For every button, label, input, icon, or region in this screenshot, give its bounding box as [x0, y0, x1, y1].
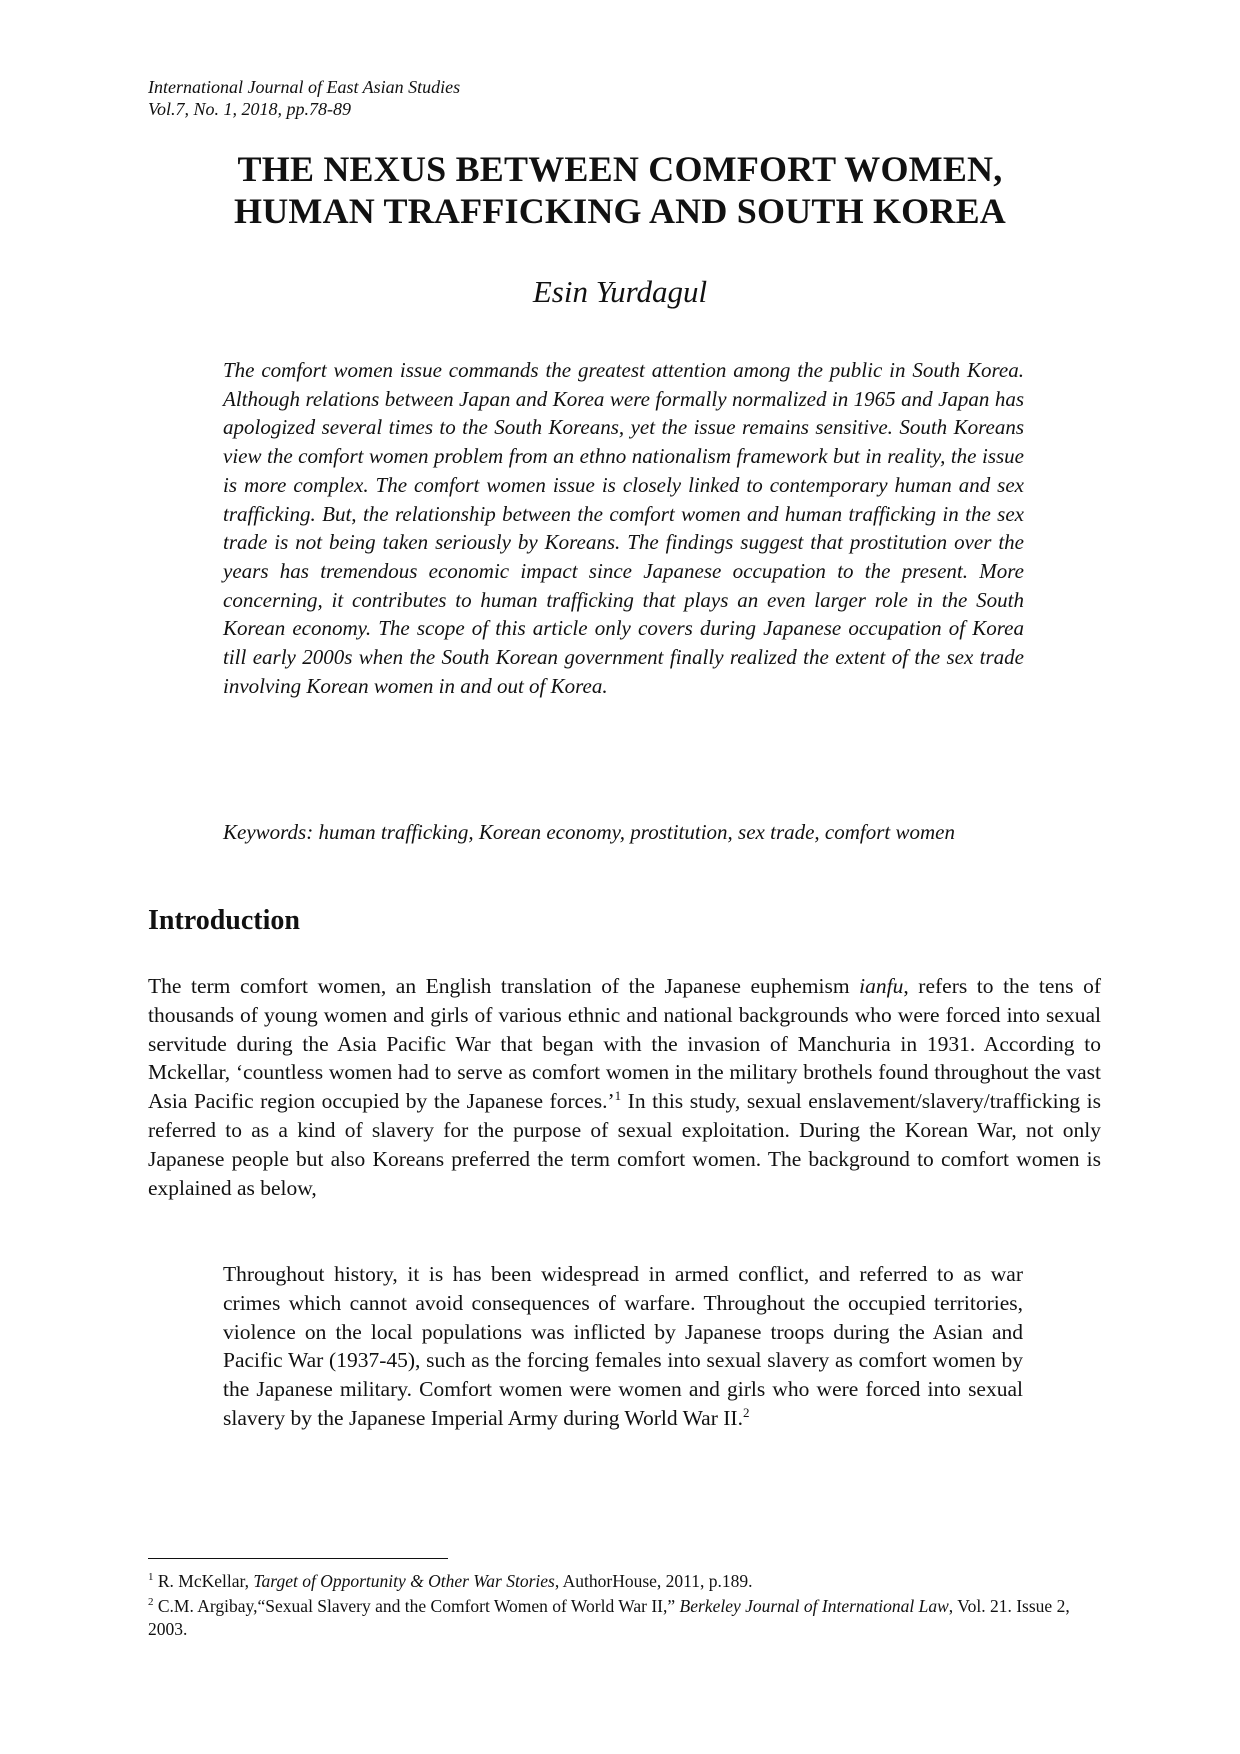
- footnote-number: 2: [148, 1596, 154, 1609]
- footnote-text: C.M. Argibay,“Sexual Slavery and the Comfort Women of World War II,”: [153, 1596, 680, 1616]
- journal-header: [148, 76, 460, 120]
- intro-term: ianfu: [859, 974, 904, 998]
- quote-text: Throughout history, it is has been widespread in armed conflict, and referred to as war crimes which cannot avoid consequences of warfare. Throughout the occupied territories, violence on the local populations was inflicted by Japanese troops during the Asian and Pacific War (1937-45), such as the forcing females into sexual slavery as comfort women by the Japanese military. Comfort women were women and girls who were forced into sexual slavery by the Japanese Imperial Army during World War II.: [223, 1262, 1023, 1430]
- footnote-title: Berkeley Journal of International Law: [679, 1596, 949, 1616]
- footnote-1: [148, 1570, 1101, 1593]
- footnote-text: , Vol. 21. Issue 2, 2003.: [148, 1596, 1070, 1639]
- footnote-text: R. McKellar,: [153, 1571, 254, 1591]
- article-title: [150, 148, 1090, 232]
- author-name: Esin Yurdagul: [532, 274, 708, 309]
- footnote-divider: [148, 1558, 448, 1559]
- footnote-ref-1[interactable]: 1: [614, 1088, 622, 1104]
- footnotes: [148, 1570, 1101, 1643]
- footnote-text: , AuthorHouse, 2011, p.189.: [554, 1571, 753, 1591]
- intro-text-a: The term comfort women, an English translation of the Japanese euphemism: [148, 974, 860, 998]
- footnote-title: Target of Opportunity & Other War Stories: [253, 1571, 555, 1591]
- block-quote: [223, 1260, 1023, 1433]
- section-heading-introduction: Introduction: [148, 905, 300, 936]
- footnote-2: [148, 1595, 1101, 1641]
- title-line-1: THE NEXUS BETWEEN COMFORT WOMEN,: [237, 149, 1003, 189]
- footnote-ref-2[interactable]: 2: [742, 1404, 750, 1420]
- intro-paragraph: [148, 972, 1101, 1202]
- intro-text-b: , refers to the tens of thousands of young women and girls of various ethnic and national backgrounds who were forced into sexual servitude during the Asia Pacific War that began with the invasion of Manchuria in 1931. According to Mckellar, ‘countless women had to serve as comfort women in the military brothels found throughout the vast Asia Pacific region occupied by the Japanese forces.’: [148, 974, 1101, 1114]
- journal-volume: Vol.7, No. 1, 2018, pp.78-89: [148, 99, 352, 119]
- abstract: The comfort women issue commands the greatest attention among the public in South Korea. Although relations between Japan and Korea were formally normalized in 1965 and Japan has apologized several times to the South Koreans, yet the issue remains sensitive. South Koreans view the comfort women problem from an ethno nationalism framework but in reality, the issue is more complex. The comfort women issue is closely linked to contemporary human and sex trafficking. But, the relationship between the comfort women and human trafficking in the sex trade is not being taken seriously by Koreans. The findings suggest that prostitution over the years has tremendous economic impact since Japanese occupation to the present. More concerning, it contributes to human trafficking that plays an even larger role in the South Korean economy. The scope of this article only covers during Japanese occupation of Korea till early 2000s when the South Korean government finally realized the extent of the sex trade involving Korean women in and out of Korea.: [223, 358, 1024, 698]
- intro-text-c: In this study, sexual enslavement/slavery/trafficking is referred to as a kind of slavery for the purpose of sexual exploitation. During the Korean War, not only Japanese people but also Koreans preferred the term comfort women. The background to comfort women is explained as below,: [148, 1089, 1101, 1200]
- keywords: Keywords: human trafficking, Korean economy, prostitution, sex trade, comfort women: [223, 820, 956, 844]
- footnote-number: 1: [148, 1571, 154, 1584]
- journal-name: International Journal of East Asian Studies: [148, 77, 461, 97]
- title-line-2: HUMAN TRAFFICKING AND SOUTH KOREA: [234, 191, 1006, 231]
